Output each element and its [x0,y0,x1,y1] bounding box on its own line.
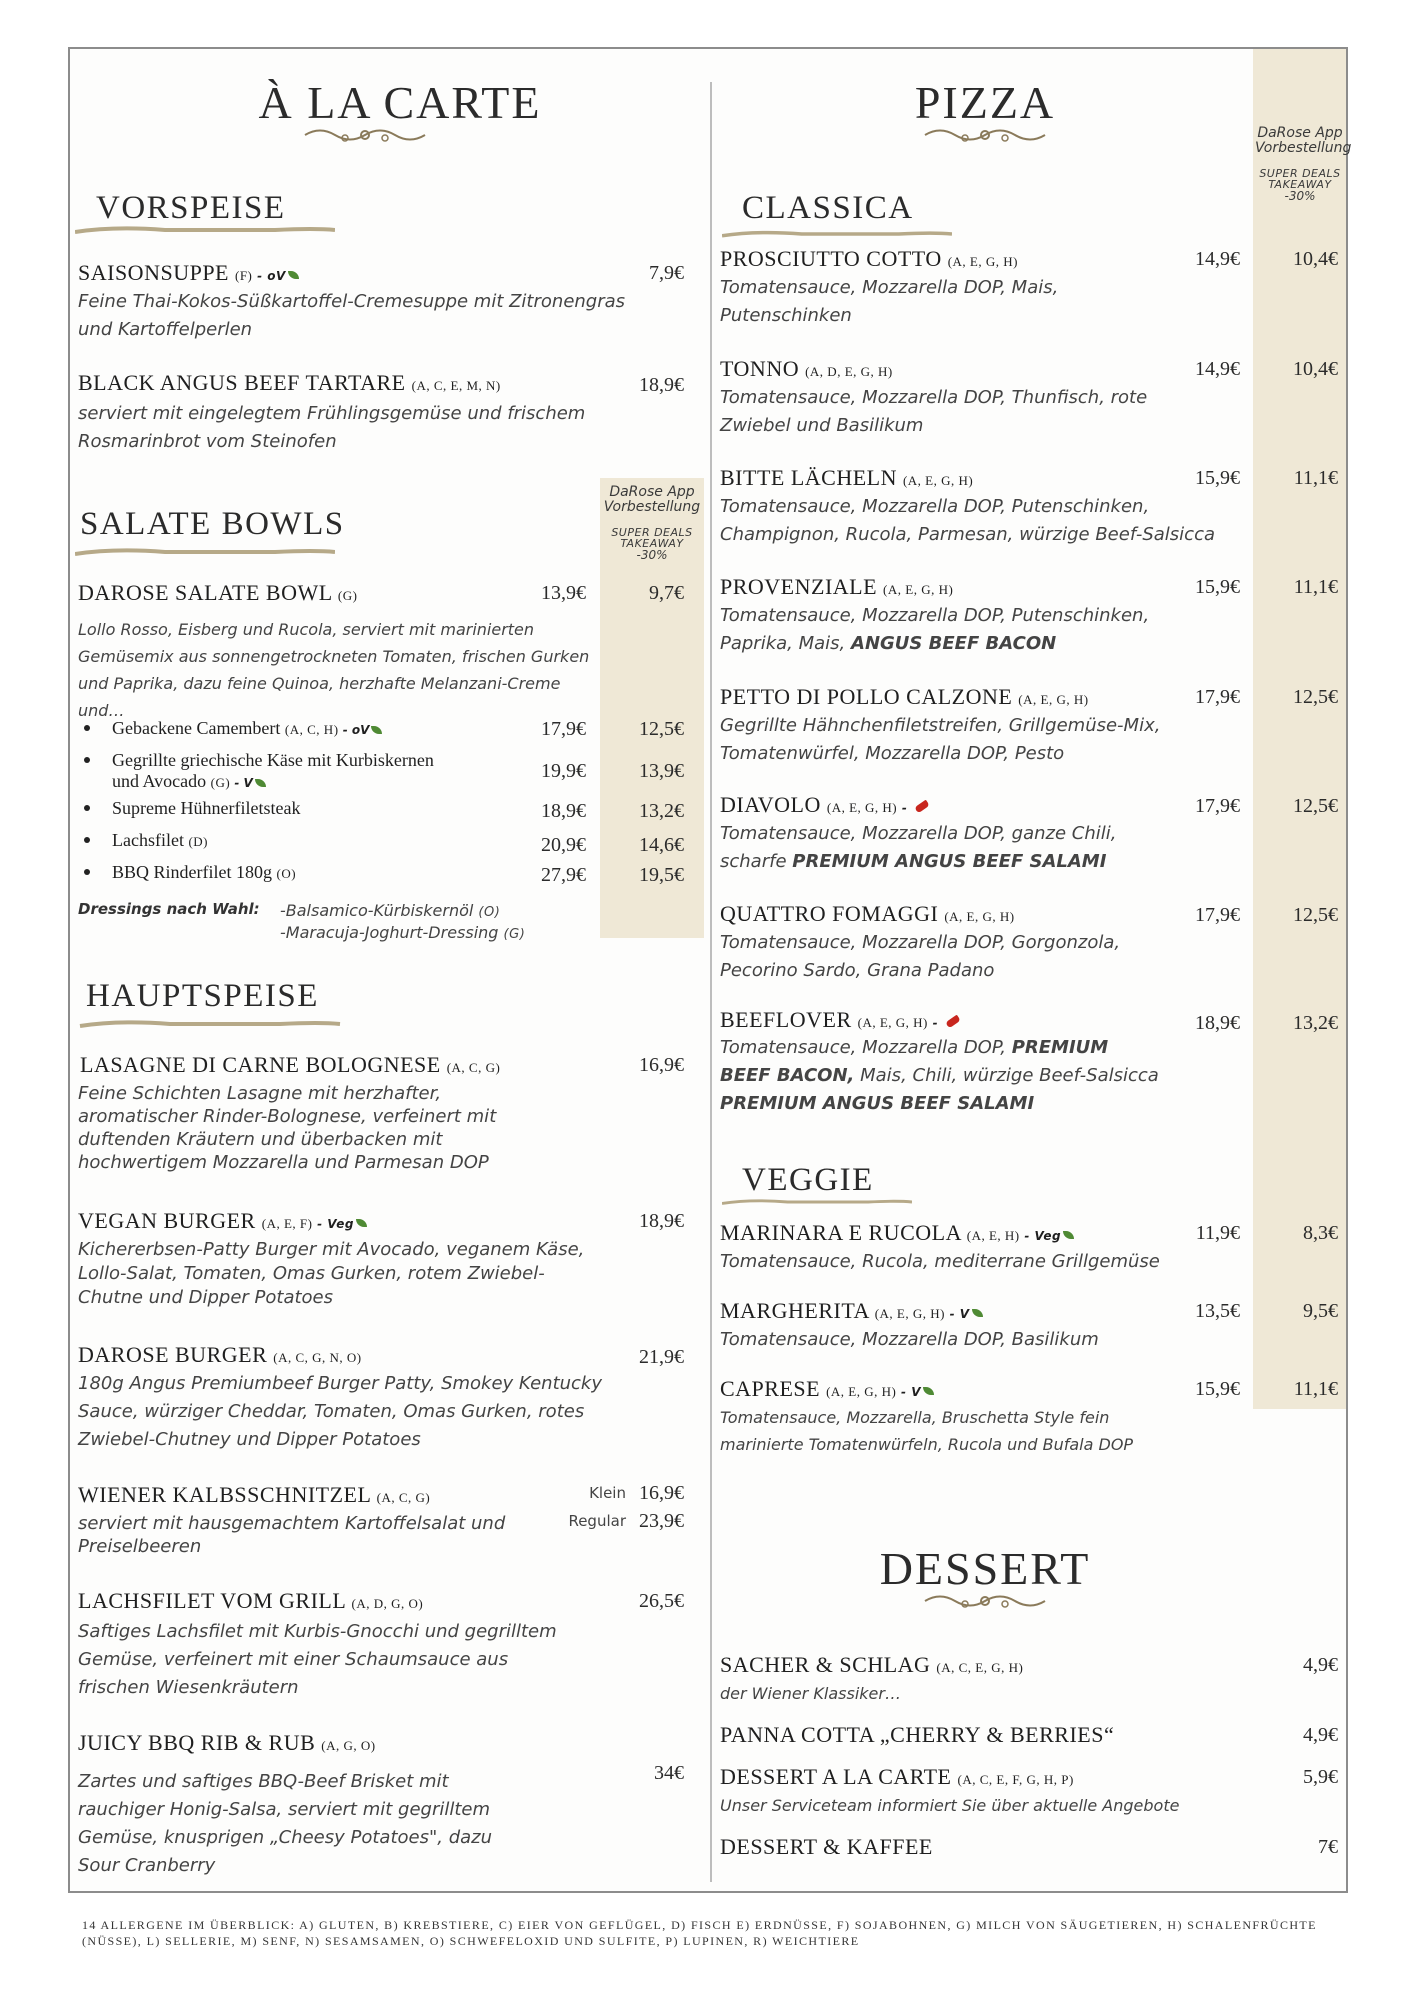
menu-item-price: 13,5€ [1195,1300,1240,1322]
menu-item-name: LACHSFILET VOM GRILL (A, D, G, O) [78,1588,424,1613]
leaf-icon [288,271,299,279]
app-price: 13,2€ [1293,1012,1338,1034]
menu-item-price: 18,9€ [639,1210,684,1232]
menu-item-name: DESSERT & KAFFEE [720,1834,933,1859]
menu-item-name: MARINARA E RUCOLA (A, E, H) - Veg [720,1220,1074,1246]
app-price: 12,5€ [1293,686,1338,708]
topping-item: BBQ Rinderfilet 180g (O) [112,862,297,882]
menu-item-description: Saftiges Lachsfilet mit Kurbis-Gnocchi und gegrilltem Gemüse, verfeinert mit einer Schaumsauce aus frischen Wiesenkräutern [78,1621,557,1698]
section-underline [75,546,335,558]
menu-item-name: DESSERT A LA CARTE (A, C, E, F, G, H, P) [720,1764,1074,1789]
menu-item-price: 14,9€ [1195,358,1240,380]
menu-item-price: 20,9€ [541,834,586,856]
menu-item-description: Tomatensauce, Mozzarella, Bruschetta Style fein marinierte Tomatenwürfeln, Rucola und Bufala DOP [720,1408,1134,1454]
menu-item-price: 4,9€ [1303,1654,1338,1676]
menu-item-price: 16,9€ [639,1482,684,1504]
menu-item-price: 13,9€ [541,582,586,604]
menu-item-name: MARGHERITA (A, E, G, H) - V [720,1298,983,1324]
menu-item-name: DIAVOLO (A, E, G, H) - [720,792,929,818]
section-title-salate: SALATE BOWLS [80,506,345,542]
menu-item-name: PETTO DI POLLO CALZONE (A, E, G, H) [720,684,1089,709]
dessert-title: DESSERT [879,1543,1091,1594]
menu-item-description: Tomatensauce, Mozzarella DOP, Mais, Putenschinken [720,277,1059,326]
section-title-hauptspeise: HAUPTSPEISE [86,978,319,1014]
menu-item-description: Feine Thai-Kokos-Süßkartoffel-Cremesuppe mit Zitronengras und Kartoffelperlen [78,291,626,340]
pizza-title: PIZZA [914,77,1056,128]
menu-item-description: Tomatensauce, Mozzarella DOP, Thunfisch, rote Zwiebel und Basilikum [720,387,1148,436]
menu-item-description: 180g Angus Premiumbeef Burger Patty, Smokey Kentucky Sauce, würziger Cheddar, Tomaten, Omas Gurken, rotes Zwiebel-Chutney und Dipper Potatoes [78,1373,603,1450]
menu-item-price: 17,9€ [541,718,586,740]
menu-item-price: 7€ [1318,1836,1338,1858]
menu-item-price: 17,9€ [1195,904,1240,926]
flourish-ornament [920,124,1050,146]
menu-item-description: Tomatensauce, Mozzarella DOP, Putenschinken, Champignon, Rucola, Parmesan, würzige Beef-Salsicca [720,496,1215,545]
leaf-icon [972,1309,983,1317]
allergen-legend: 14 ALLERGENE IM ÜBERBLICK: A) GLUTEN, B) KREBSTIERE, C) EIER VON GEFLÜGEL, D) FISCH E) ERDNÜSSE, F) SOJABOHNEN, G) MILCH VON SÄUGETIEREN, H) SCHALENFRÜCHTE (NÜSSE), L) SELLERIE, M) SENF, N) SESAMSAMEN, O) SCHWEFELOXID UND SULFITE, P) LUPINEN, R) WEICHTIERE [82,1918,1317,1948]
app-deal-label-salate: DaRose App Vorbestellung SUPER DEALS TAKEAWAY -30% [603,484,701,562]
alacarte-title: À LA CARTE [258,77,542,128]
app-deal-label-pizza: DaRose App Vorbestellung SUPER DEALS TAKEAWAY -30% [1255,125,1352,203]
menu-item-description: Tomatensauce, Mozzarella DOP, Gorgonzola, Pecorino Sardo, Grana Padano [720,932,1121,981]
menu-item-price: 26,5€ [639,1590,684,1612]
menu-item-description: serviert mit eingelegtem Frühlingsgemüse und frischem Rosmarinbrot vom Steinofen [78,403,586,452]
menu-item-price: 17,9€ [1195,686,1240,708]
menu-item-name: CAPRESE (A, E, G, H) - V [720,1376,934,1402]
section-title-veggie: VEGGIE [742,1162,874,1198]
flourish-ornament [920,1590,1050,1612]
menu-item-description: Lollo Rosso, Eisberg und Rucola, serviert mit marinierten Gemüsemix aus sonnengetrockneten Tomaten, frischen Gurken und Paprika, dazu feine Quinoa, herzhafte Melanzani-Creme und… [78,620,590,720]
section-underline [75,224,335,236]
menu-item-name: TONNO (A, D, E, G, H) [720,356,893,381]
menu-item-name: VEGAN BURGER (A, E, F) - Veg [78,1208,367,1234]
menu-item-name: WIENER KALBSSCHNITZEL (A, C, G) [78,1482,431,1507]
leaf-icon [923,1387,934,1395]
topping-item: Lachsfilet (D) [112,830,209,850]
leaf-icon [356,1219,367,1227]
chili-icon [945,1015,960,1029]
topping-item: Supreme Hühnerfiletsteak [112,798,301,818]
menu-item-name: PANNA COTTA „CHERRY & BERRIES“ [720,1722,1115,1747]
menu-item-price: 5,9€ [1303,1766,1338,1788]
menu-item-price: 34€ [654,1762,684,1784]
menu-item-price: 15,9€ [1195,467,1240,489]
section-underline [75,1018,345,1030]
menu-item-price: 15,9€ [1195,576,1240,598]
menu-item-description: Tomatensauce, Mozzarella DOP, ganze Chili, scharfe PREMIUM ANGUS BEEF SALAMI [720,823,1117,872]
menu-item-name: BLACK ANGUS BEEF TARTARE (A, C, E, M, N) [78,370,501,395]
menu-item-description: Tomatensauce, Mozzarella DOP, Basilikum [720,1329,1099,1350]
column-divider [710,82,712,1882]
leaf-icon [371,726,382,734]
menu-item-name: QUATTRO FOMAGGI (A, E, G, H) [720,901,1015,926]
app-price: 13,2€ [639,800,684,822]
app-price: 11,1€ [1293,1378,1338,1400]
menu-item-description: Unser Serviceteam informiert Sie über aktuelle Angebote [720,1796,1180,1815]
menu-item-price: 23,9€ [639,1510,684,1532]
menu-item-price: 21,9€ [639,1346,684,1368]
menu-item-description: Tomatensauce, Mozzarella DOP, Putenschinken, Paprika, Mais, ANGUS BEEF BACON [720,605,1150,654]
app-price: 11,1€ [1293,576,1338,598]
menu-item-price: 4,9€ [1303,1724,1338,1746]
dressing-option: -Balsamico-Kürbiskernöl (O) [280,901,501,920]
dressing-label: Dressings nach Wahl: [78,900,260,918]
app-price: 8,3€ [1303,1222,1338,1244]
dressing-option: -Maracuja-Joghurt-Dressing (G) [280,923,526,942]
menu-item-price: 18,9€ [1195,1012,1240,1034]
size-label: Klein [589,1484,626,1502]
menu-item-name: BEEFLOVER (A, E, G, H) - [720,1007,960,1033]
size-label: Regular [568,1512,626,1530]
flourish-ornament [300,124,430,146]
app-price: 14,6€ [639,834,684,856]
menu-item-name: PROSCIUTTO COTTO (A, E, G, H) [720,246,1018,271]
app-price: 10,4€ [1293,358,1338,380]
menu-item-price: 17,9€ [1195,795,1240,817]
menu-item-name: DAROSE SALATE BOWL (G) [78,580,358,605]
section-title-vorspeise: VORSPEISE [96,190,286,226]
menu-item-description: der Wiener Klassiker… [720,1684,901,1703]
section-underline [722,1196,912,1208]
leaf-icon [1063,1231,1074,1239]
menu-item-price: 15,9€ [1195,1378,1240,1400]
app-price: 10,4€ [1293,248,1338,270]
menu-item-name: JUICY BBQ RIB & RUB (A, G, O) [78,1730,376,1755]
menu-item-price: 16,9€ [639,1054,684,1076]
menu-item-description: Zartes und saftiges BBQ-Beef Brisket mit rauchiger Honig-Salsa, serviert mit gegrilltem Gemüse, knusprigen „Cheesy Potatoes", dazu Sour Cranberry [78,1771,493,1876]
app-price: 9,5€ [1303,1300,1338,1322]
topping-item: Gebackene Camembert (A, C, H) - oV [112,718,382,741]
app-price: 19,5€ [639,864,684,886]
menu-item-description: Feine Schichten Lasagne mit herzhafter, aromatischer Rinder-Bolognese, verfeinert mit duftenden Kräutern und überbacken mit hochwertigem Mozzarella und Parmesan DOP [78,1083,497,1173]
section-underline [722,228,952,240]
menu-item-price: 7,9€ [649,262,684,284]
menu-item-price: 14,9€ [1195,248,1240,270]
menu-item-description: serviert mit hausgemachtem Kartoffelsalat und Preiselbeeren [78,1513,506,1557]
section-title-classica: CLASSICA [742,190,914,226]
menu-item-price: 19,9€ [541,760,586,782]
menu-item-description: Gegrillte Hähnchenfiletstreifen, Grillgemüse-Mix, Tomatenwürfel, Mozzarella DOP, Pesto [720,715,1161,764]
app-price: 13,9€ [639,760,684,782]
menu-item-price: 11,9€ [1195,1222,1240,1244]
app-price: 11,1€ [1293,467,1338,489]
app-price: 12,5€ [639,718,684,740]
menu-item-description: Kichererbsen-Patty Burger mit Avocado, veganem Käse, Lollo-Salat, Tomaten, Omas Gurken, rotem Zwiebel-Chutne und Dipper Potatoes [78,1239,585,1308]
leaf-icon [255,779,266,787]
app-price: 9,7€ [649,582,684,604]
chili-icon [914,800,929,814]
menu-item-name: SACHER & SCHLAG (A, C, E, G, H) [720,1652,1024,1677]
menu-item-price: 27,9€ [541,864,586,886]
topping-item: Gegrillte griechische Käse mit Kurbiskernen und Avocado (G) - V [112,750,434,794]
app-price: 12,5€ [1293,795,1338,817]
menu-item-name: PROVENZIALE (A, E, G, H) [720,574,954,599]
menu-item-description: Tomatensauce, Mozzarella DOP, PREMIUM BEEF BACON, Mais, Chili, würzige Beef-Salsicca PREMIUM ANGUS BEEF SALAMI [720,1037,1159,1114]
menu-item-price: 18,9€ [541,800,586,822]
menu-item-name: BITTE LÄCHELN (A, E, G, H) [720,465,974,490]
menu-item-description: Tomatensauce, Rucola, mediterrane Grillgemüse [720,1251,1160,1272]
menu-item-name: SAISONSUPPE (F) - oV [78,260,299,286]
app-price: 12,5€ [1293,904,1338,926]
menu-item-name: LASAGNE DI CARNE BOLOGNESE (A, C, G) [80,1052,501,1077]
menu-item-name: DAROSE BURGER (A, C, G, N, O) [78,1342,362,1367]
menu-item-price: 18,9€ [639,374,684,396]
